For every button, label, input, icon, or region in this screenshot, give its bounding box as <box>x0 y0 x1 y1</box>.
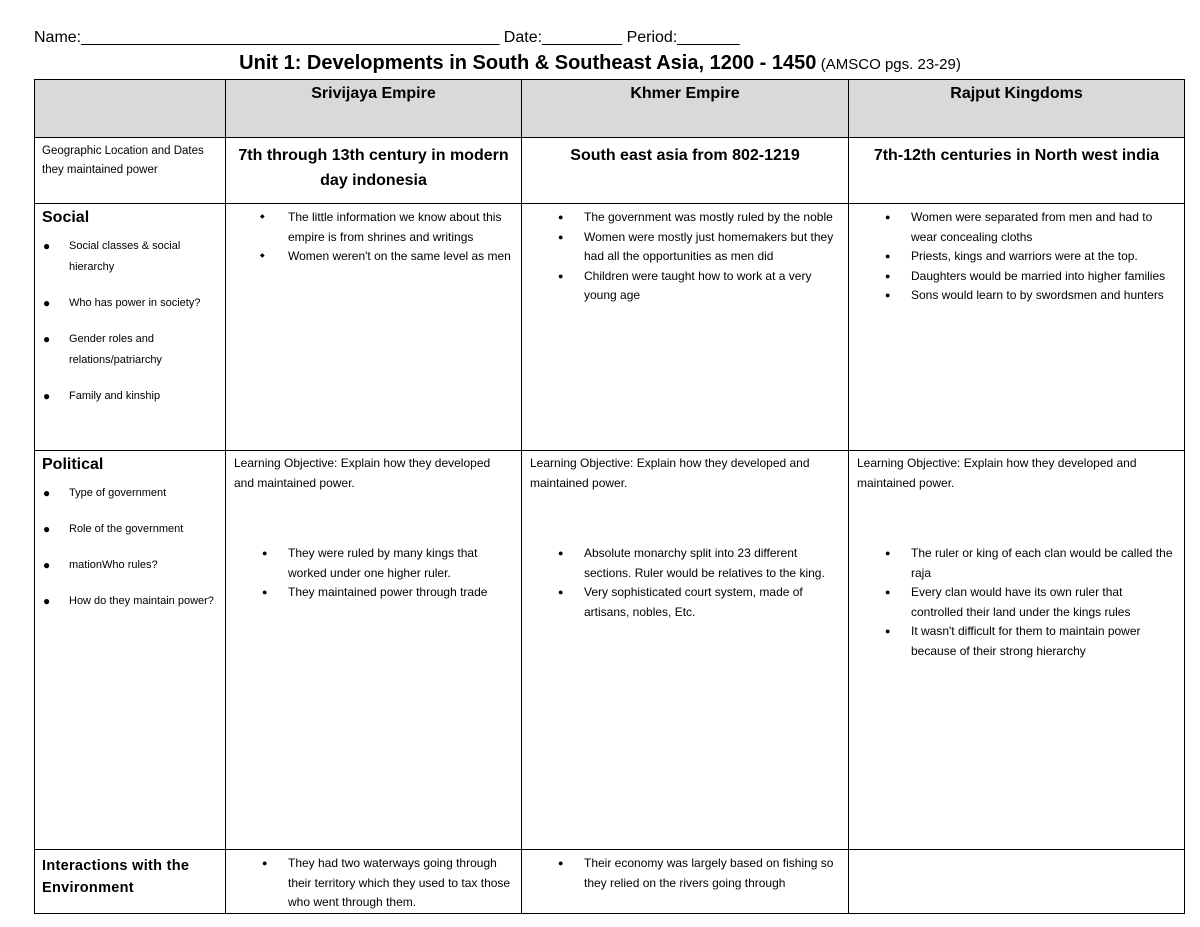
answer-item: ● Women were mostly just homemakers but they had all the opportunities as men did <box>522 228 840 267</box>
environment-cell-rajput <box>849 850 1185 914</box>
learning-objective: Learning Objective: Explain how they developed and maintained power. <box>234 456 491 490</box>
question-item: ● mationWho rules? <box>43 555 219 576</box>
social-title: Social <box>42 209 90 226</box>
column-title: Khmer Empire <box>630 85 740 102</box>
political-row <box>35 451 1185 850</box>
header-khmer <box>522 80 849 138</box>
geo-value: 7th through 13th century in modern day indonesia <box>238 147 509 189</box>
answer-list <box>849 208 1176 306</box>
header-rajput <box>849 80 1185 138</box>
answer-list <box>226 544 513 603</box>
social-row <box>35 204 1185 451</box>
social-cell-khmer <box>522 204 849 451</box>
header-srivijaya <box>226 80 522 138</box>
geo-value: 7th-12th centuries in North west india <box>873 147 1160 164</box>
learning-objective: Learning Objective: Explain how they developed and maintained power. <box>857 456 1137 490</box>
answer-item: ● Their economy was largely based on fishing so they relied on the rivers going through <box>522 854 840 893</box>
answer-item: ● They had two waterways going through their territory which they used to tax those who went through them. <box>226 854 513 913</box>
answer-item: ● Every clan would have its own ruler that controlled their land under the kings rules <box>849 583 1176 622</box>
answer-item: ● They maintained power through trade <box>226 583 513 603</box>
answer-item: ● Very sophisticated court system, made of artisans, nobles, Etc. <box>522 583 840 622</box>
column-title: Rajput Kingdoms <box>950 85 1083 102</box>
header-blank-cell <box>35 80 226 138</box>
answer-item: ● Sons would learn to by swordsmen and hunters <box>849 286 1176 306</box>
name-date-period-line: Name:_______________________________________________ Date:_________ Period:_______ <box>34 29 740 46</box>
question-item: ● Role of the government <box>43 519 219 540</box>
political-title: Political <box>42 456 104 473</box>
answer-item: ◆ The little information we know about this empire is from shrines and writings <box>226 208 513 247</box>
social-label-cell <box>35 204 226 451</box>
answer-item: ● The ruler or king of each clan would be called the raja <box>849 544 1176 583</box>
environment-title: Interactions with the Environment <box>42 858 190 896</box>
geo-cell-khmer <box>522 138 849 204</box>
answer-item: ● Priests, kings and warriors were at the top. <box>849 247 1176 267</box>
question-item: ● Social classes & social hierarchy <box>43 236 219 278</box>
answer-item: ● Children were taught how to work at a very young age <box>522 267 840 306</box>
answer-list <box>522 208 840 306</box>
answer-item: ● They were ruled by many kings that worked under one higher ruler. <box>226 544 513 583</box>
geo-label-cell <box>35 138 226 204</box>
political-questions <box>35 483 225 612</box>
environment-cell-srivijaya <box>226 850 522 914</box>
question-item: ● Family and kinship <box>43 386 219 407</box>
social-cell-srivijaya <box>226 204 522 451</box>
geo-row <box>35 138 1185 204</box>
answer-item: ● Absolute monarchy split into 23 different sections. Ruler would be relatives to the king. <box>522 544 840 583</box>
header-row <box>35 80 1185 138</box>
environment-row <box>35 850 1185 914</box>
title-pages: (AMSCO pgs. 23-29) <box>820 56 961 73</box>
political-cell-srivijaya <box>226 451 522 850</box>
comparison-table <box>34 79 1185 914</box>
answer-list <box>522 854 840 893</box>
worksheet-title <box>0 52 1200 75</box>
social-questions <box>35 236 225 407</box>
environment-cell-khmer <box>522 850 849 914</box>
answer-list <box>849 544 1176 661</box>
political-cell-rajput <box>849 451 1185 850</box>
question-item: ● How do they maintain power? <box>43 591 219 612</box>
political-cell-khmer <box>522 451 849 850</box>
answer-list <box>522 544 840 622</box>
answer-list <box>226 854 513 913</box>
geo-label: Geographic Location and Dates they maintained power <box>42 145 204 176</box>
answer-item: ● Women were separated from men and had to wear concealing cloths <box>849 208 1176 247</box>
learning-objective: Learning Objective: Explain how they developed and maintained power. <box>530 456 810 490</box>
geo-value: South east asia from 802-1219 <box>570 147 800 164</box>
political-label-cell <box>35 451 226 850</box>
geo-cell-srivijaya <box>226 138 522 204</box>
answer-item: ◆ Women weren't on the same level as men <box>226 247 513 267</box>
column-title: Srivijaya Empire <box>311 85 436 102</box>
title-main: Unit 1: Developments in South & Southeast Asia, 1200 - 1450 <box>239 52 817 74</box>
answer-item: ● It wasn't difficult for them to maintain power because of their strong hierarchy <box>849 622 1176 661</box>
answer-item: ● Daughters would be married into higher families <box>849 267 1176 287</box>
social-cell-rajput <box>849 204 1185 451</box>
geo-cell-rajput <box>849 138 1185 204</box>
question-item: ● Gender roles and relations/patriarchy <box>43 329 219 371</box>
answer-list <box>226 208 513 267</box>
question-item: ● Who has power in society? <box>43 293 219 314</box>
question-item: ● Type of government <box>43 483 219 504</box>
answer-item: ● The government was mostly ruled by the noble <box>522 208 840 228</box>
environment-label-cell <box>35 850 226 914</box>
